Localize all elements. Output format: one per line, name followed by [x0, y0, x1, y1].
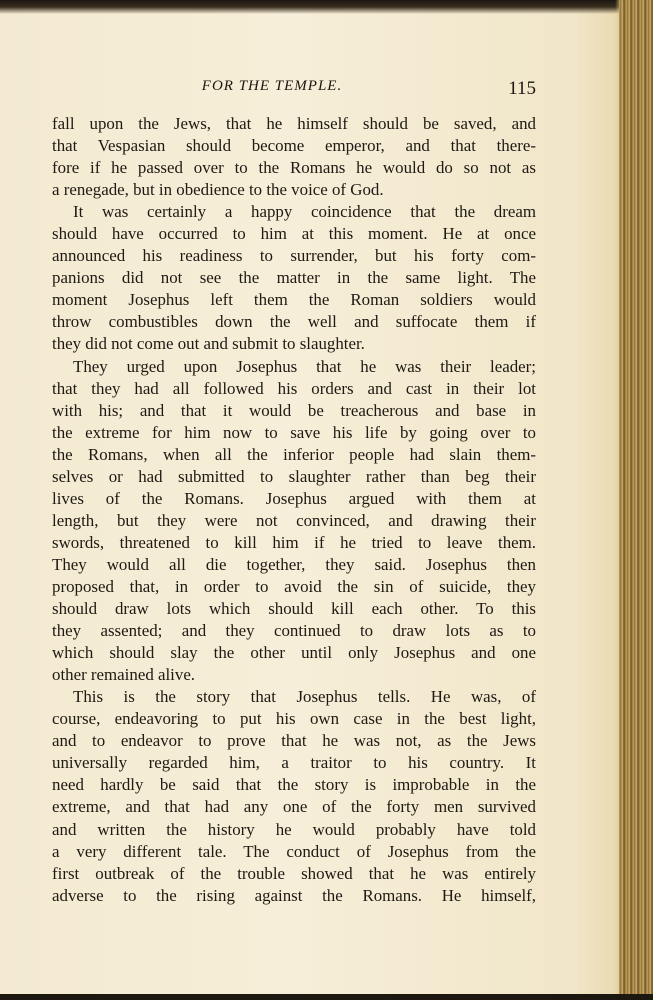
text-line: that Vespasian should become emperor, and that there- [52, 136, 536, 156]
text-line: they assented; and they continued to draw lots as to [52, 621, 536, 641]
page-edge [619, 0, 653, 1000]
text-line: which should slay the other until only Josephus and one [52, 643, 536, 663]
text-line: the extreme for him now to save his life by going over to [52, 422, 536, 442]
text-line: they did not come out and submit to slaughter. [52, 334, 365, 354]
text-line: moment Josephus left them the Roman soldiers would [52, 290, 536, 310]
top-shadow [0, 0, 653, 14]
text-line: swords, threatened to kill him if he tried to leave them. [52, 532, 536, 552]
text-line: This is the story that Josephus tells. He was, of [73, 687, 536, 707]
text-line: that they had all followed his orders and cast in their lot [52, 378, 536, 398]
text-line: lives of the Romans. Josephus argued with them at [52, 488, 536, 508]
text-line: other remained alive. [52, 665, 196, 685]
text-line: extreme, and that had any one of the forty men survived [52, 797, 536, 817]
text-line: need hardly be said that the story is improbable in the [52, 775, 536, 795]
text-line: and written the history he would probably have told [52, 819, 536, 839]
text-line: They would all die together, they said. Josephus then [52, 554, 536, 574]
text-line: should draw lots which should kill each other. To this [52, 599, 536, 619]
text-line: It was certainly a happy coincidence that the dream [73, 202, 536, 222]
text-line: with his; and that it would be treacherous and base in [52, 400, 536, 420]
text-line: throw combustibles down the well and suffocate them if [52, 312, 536, 332]
body-text [52, 113, 536, 907]
text-line: fall upon the Jews, that he himself should be saved, and [52, 114, 536, 133]
text-line: adverse to the rising against the Romans. He himself, [52, 885, 536, 905]
text-line: announced his readiness to surrender, but his forty com- [52, 246, 536, 266]
text-line: and to endeavor to prove that he was not, as the Jews [52, 731, 536, 751]
text-line: fore if he passed over to the Romans he would do so not as [52, 158, 536, 178]
text-line: a very different tale. The conduct of Josephus from the [52, 841, 536, 861]
running-head [52, 74, 542, 104]
text-line: proposed that, in order to avoid the sin of suicide, they [52, 576, 536, 596]
text-line: panions did not see the matter in the same light. The [52, 268, 536, 288]
text-line: the Romans, when all the inferior people had slain them- [52, 444, 536, 464]
text-line: They urged upon Josephus that he was their leader; [73, 356, 536, 376]
text-line: selves or had submitted to slaughter rather than beg their [52, 466, 536, 486]
text-line: should have occurred to him at this moment. He at once [52, 224, 536, 244]
text-line: first outbreak of the trouble showed that he was entirely [52, 863, 536, 883]
text-line: a renegade, but in obedience to the voice of God. [52, 180, 384, 200]
running-title: FOR THE TEMPLE. [201, 78, 343, 94]
bottom-edge [0, 994, 653, 1000]
text-line: course, endeavoring to put his own case in the best light, [52, 709, 536, 729]
text-line: length, but they were not convinced, and drawing their [52, 510, 536, 530]
page-number: 115 [508, 78, 536, 99]
text-line: universally regarded him, a traitor to his country. It [52, 753, 536, 773]
